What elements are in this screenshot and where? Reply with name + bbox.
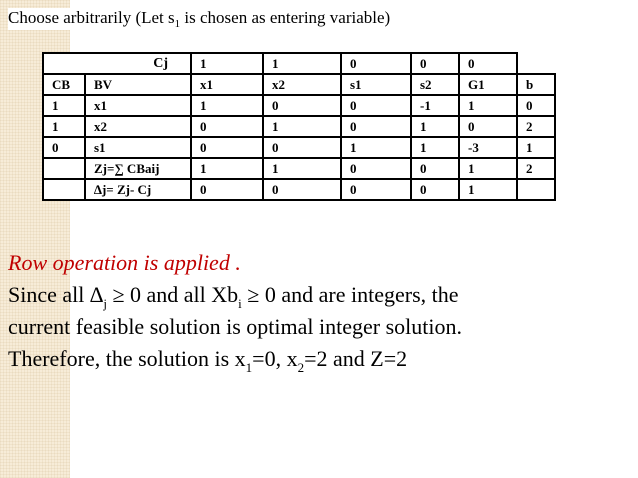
zj-value: 1: [191, 158, 263, 179]
table-cell: x1: [85, 95, 191, 116]
cj-label: Cj: [43, 53, 191, 74]
dj-empty-cell: [517, 179, 555, 200]
text-segment: Since all ∆: [8, 282, 104, 307]
cj-value: 0: [341, 53, 411, 74]
header-cell: BV: [85, 74, 191, 95]
dj-empty-cell: [43, 179, 85, 200]
cj-value: 0: [459, 53, 517, 74]
simplex-table: [42, 52, 556, 201]
zj-value: 1: [459, 158, 517, 179]
dj-row: [43, 179, 555, 200]
table-cell: 1: [43, 95, 85, 116]
header-row: [43, 74, 555, 95]
simplex-table-container: [42, 52, 556, 201]
dj-value: 0: [263, 179, 341, 200]
table-cell: s1: [85, 137, 191, 158]
table-cell: 0: [263, 95, 341, 116]
header-cell: x2: [263, 74, 341, 95]
header-cell: s2: [411, 74, 459, 95]
header-cell: s1: [341, 74, 411, 95]
cj-empty-cell: [517, 53, 555, 74]
cj-value: 1: [263, 53, 341, 74]
zj-value: 0: [411, 158, 459, 179]
table-cell: -1: [411, 95, 459, 116]
text-segment: =2 and Z=2: [304, 346, 408, 371]
cj-value: 1: [191, 53, 263, 74]
table-cell: 2: [517, 116, 555, 137]
table-cell: 0: [459, 116, 517, 137]
zj-row: [43, 158, 555, 179]
table-cell: 1: [341, 137, 411, 158]
text-segment: ≥ 0 and are integers, the: [241, 282, 459, 307]
table-cell: 0: [341, 116, 411, 137]
zj-label: Zj=∑ CBaij: [85, 158, 191, 179]
header-cell: CB: [43, 74, 85, 95]
table-cell: x2: [85, 116, 191, 137]
title-text-before: Choose arbitrarily (Let s: [8, 8, 175, 27]
table-cell: 0: [341, 95, 411, 116]
title-text-after: is chosen as entering variable): [180, 8, 391, 27]
zj-value: 1: [263, 158, 341, 179]
text-subscript: i: [238, 296, 242, 311]
zj-value: 2: [517, 158, 555, 179]
table-row: [43, 95, 555, 116]
text-subscript: j: [103, 296, 107, 311]
table-row: [43, 116, 555, 137]
title-subscript: 1: [174, 18, 181, 30]
header-cell: x1: [191, 74, 263, 95]
optimality-statement-line2: current feasible solution is optimal integer solution.: [8, 314, 462, 339]
text-subscript: 1: [245, 360, 253, 375]
table-cell: 1: [459, 95, 517, 116]
table-cell: 1: [411, 116, 459, 137]
text-segment: =0, x: [252, 346, 298, 371]
table-cell: 1: [43, 116, 85, 137]
table-cell: 0: [191, 137, 263, 158]
dj-value: 0: [411, 179, 459, 200]
table-row: [43, 137, 555, 158]
text-segment: ≥ 0 and all Xb: [106, 282, 239, 307]
table-cell: 1: [263, 116, 341, 137]
text-subscript: 2: [297, 360, 305, 375]
zj-value: 0: [341, 158, 411, 179]
cj-row: [43, 53, 555, 74]
table-cell: 0: [43, 137, 85, 158]
table-cell: 1: [191, 95, 263, 116]
header-cell: b: [517, 74, 555, 95]
row-operation-note: Row operation is applied .: [8, 250, 241, 275]
dj-value: 0: [341, 179, 411, 200]
dj-value: 0: [191, 179, 263, 200]
slide-title: [8, 8, 628, 30]
table-cell: 0: [191, 116, 263, 137]
header-cell: G1: [459, 74, 517, 95]
table-cell: 1: [411, 137, 459, 158]
table-cell: 1: [517, 137, 555, 158]
zj-empty-cell: [43, 158, 85, 179]
dj-value: 1: [459, 179, 517, 200]
text-segment: Therefore, the solution is x: [8, 346, 246, 371]
optimality-statement-line1: [8, 280, 630, 312]
table-cell: 0: [517, 95, 555, 116]
dj-label: ∆j= Zj- Cj: [85, 179, 191, 200]
solution-statement: [8, 344, 630, 376]
table-cell: 0: [263, 137, 341, 158]
cj-value: 0: [411, 53, 459, 74]
table-cell: -3: [459, 137, 517, 158]
